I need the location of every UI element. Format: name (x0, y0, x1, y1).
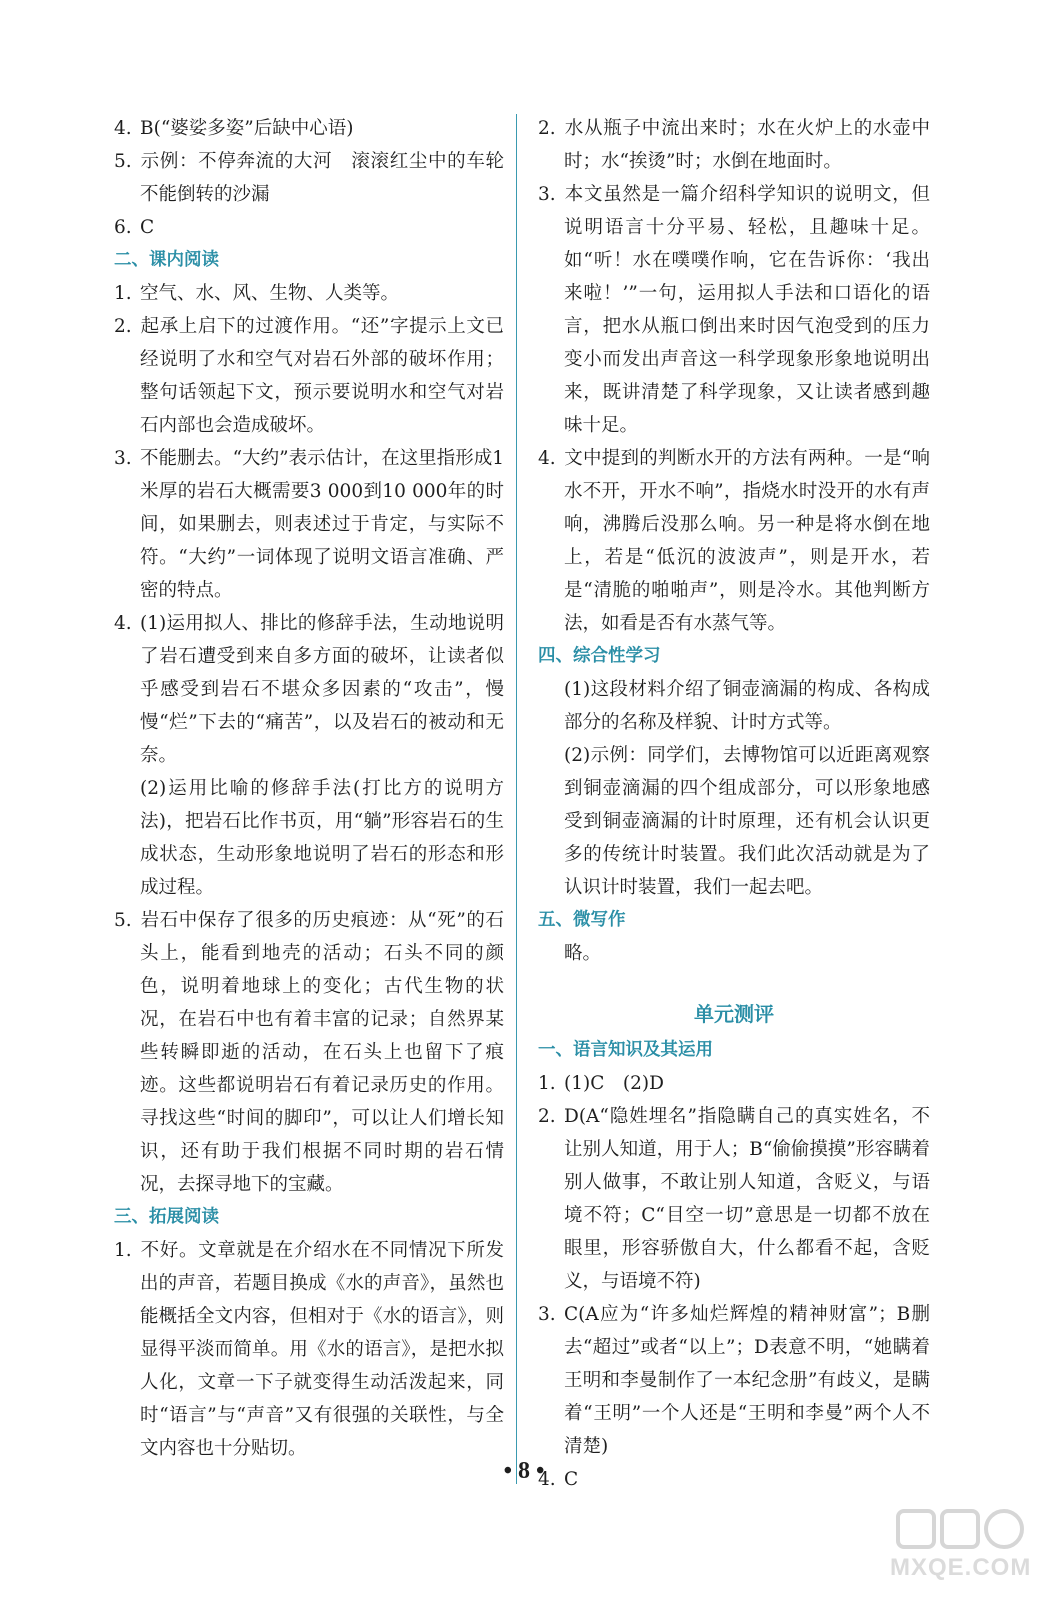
item-number: 2. (538, 118, 556, 139)
answer-item (538, 112, 930, 178)
item-number: 5. (114, 910, 132, 931)
item-number: 1. (114, 1240, 132, 1261)
item-text: D(A“隐姓埋名”指隐瞒自己的真实姓名，不让别人知道，用于人；B“偷偷摸摸”形容瞒着别人做事，不敢让别人知道，含贬义，与语境不符；C“目空一切”意思是一切都不放在眼里，形容骄傲自大，什么都看不起，含贬义，与语境不符) (564, 1106, 930, 1292)
answer-subitem: 略。 (564, 943, 602, 964)
item-number: 2. (538, 1106, 556, 1127)
item-text: C(A应为“许多灿烂辉煌的精神财富”；B删去“超过”或者“以上”；D表意不明，“她瞒着王明和李曼制作了一本纪念册”有歧义，是瞒着“王明”一个人还是“王明和李曼”两个人不清楚) (564, 1304, 930, 1457)
answer-item (538, 1100, 930, 1298)
left-column (114, 112, 504, 1465)
answer-item (114, 310, 504, 442)
section-heading-extended-reading: 三、拓展阅读 (114, 1207, 219, 1227)
section-heading-comprehensive-learning: 四、综合性学习 (538, 646, 661, 666)
unit-test-title: 单元测评 (694, 1002, 774, 1026)
column-divider (516, 114, 517, 1484)
item-number: 3. (114, 448, 132, 469)
item-text: (1)C (2)D (564, 1073, 664, 1094)
item-text: 起承上启下的过渡作用。“还”字提示上文已经说明了水和空气对岩石外部的破坏作用；整句话领起下文，预示要说明水和空气对岩石内部也会造成破坏。 (140, 316, 504, 436)
item-text: C (564, 1469, 579, 1490)
item-text: C (140, 217, 155, 238)
item-number: 5. (114, 151, 132, 172)
answer-subitem: (2)运用比喻的修辞手法(打比方的说明方法)，把岩石比作书页，用“躺”形容岩石的生成状态，生动形象地说明了岩石的形态和形成过程。 (140, 778, 504, 898)
item-text: 岩石中保存了很多的历史痕迹：从“死”的石头上，能看到地壳的活动；石头不同的颜色，说明着地球上的变化；古代生物的状况，在岩石中也有着丰富的记录；自然界某些转瞬即逝的活动，在石头上也留下了痕迹。这些都说明岩石有着记录历史的作用。寻找这些“时间的脚印”，可以让人们增长知识，还有助于我们根据不同时期的岩石情况，去探寻地下的宝藏。 (140, 910, 504, 1195)
item-text: 本文虽然是一篇介绍科学知识的说明文，但说明语言十分平易、轻松，且趣味十足。如“听！水在噗噗作响，它在告诉你：‘我出来啦！’”一句，运用拟人手法和口语化的语言，把水从瓶口倒出来时因气泡受到的压力变小而发出声音这一科学现象形象地说明出来，既讲清楚了科学现象，又让读者感到趣味十足。 (564, 184, 930, 436)
item-text: 空气、水、风、生物、人类等。 (140, 283, 400, 304)
item-text: (1)运用拟人、排比的修辞手法，生动地说明了岩石遭受到来自多方面的破坏，让读者似乎感受到岩石不堪众多因素的“攻击”，慢慢“烂”下去的“痛苦”，以及岩石的被动和无奈。 (140, 613, 504, 766)
item-text: 不能删去。“大约”表示估计，在这里指形成1米厚的岩石大概需要3 000到10 000年的时间，如果删去，则表述过于肯定，与实际不符。“大约”一词体现了说明文语言准确、严密的特点。 (140, 448, 504, 601)
watermark-logo (890, 1505, 1030, 1585)
item-number: 4. (538, 448, 556, 469)
answer-item (114, 442, 504, 607)
item-number: 4. (538, 1469, 556, 1490)
section-heading-micro-writing: 五、微写作 (538, 910, 626, 930)
item-text: 不好。文章就是在介绍水在不同情况下所发出的声音，若题目换成《水的声音》，虽然也能概括全文内容，但相对于《水的语言》，则显得平淡而简单。用《水的语言》，是把水拟人化，文章一下子就变得生动活泼起来，同时“语言”与“声音”又有很强的关联性，与全文内容也十分贴切。 (140, 1240, 504, 1459)
item-number: 3. (538, 1304, 556, 1325)
item-number: 4. (114, 613, 132, 634)
page-number: • 8 • (503, 1458, 545, 1484)
section-heading-in-class-reading: 二、课内阅读 (114, 250, 219, 270)
answer-subitem: (1)这段材料介绍了铜壶滴漏的构成、各构成部分的名称及样貌、计时方式等。 (564, 679, 930, 733)
answer-item (538, 1067, 930, 1100)
item-text: 文中提到的判断水开的方法有两种。一是“响水不开，开水不响”，指烧水时没开的水有声响，沸腾后没那么响。另一种是将水倒在地上，若是“低沉的波波声”，则是开水，若是“清脆的啪啪声”，则是冷水。其他判断方法，如看是否有水蒸气等。 (564, 448, 930, 634)
item-number: 4. (114, 118, 132, 139)
watermark-text: MXQE.COM (890, 1554, 1032, 1581)
answer-item (114, 904, 504, 1201)
answer-item (538, 178, 930, 442)
item-number: 1. (538, 1073, 556, 1094)
answer-item (114, 277, 504, 310)
section-heading-language-knowledge: 一、语言知识及其运用 (538, 1040, 713, 1060)
answer-item (538, 442, 930, 640)
answer-item (114, 145, 504, 211)
answer-item (114, 112, 504, 145)
item-text: B(“婆娑多姿”后缺中心语) (140, 118, 354, 139)
item-text: 水从瓶子中流出来时；水在火炉上的水壶中时；水“挨烫”时；水倒在地面时。 (564, 118, 930, 172)
item-number: 6. (114, 217, 132, 238)
answer-item (114, 607, 504, 772)
watermark-icon (890, 1505, 1030, 1555)
answer-item (538, 1298, 930, 1463)
item-number: 3. (538, 184, 556, 205)
answer-item (114, 1234, 504, 1465)
answer-subitem: (2)示例：同学们，去博物馆可以近距离观察到铜壶滴漏的四个组成部分，可以形象地感受到铜壶滴漏的计时原理，还有机会认识更多的传统计时装置。我们此次活动就是为了认识计时装置，我们一起去吧。 (564, 745, 930, 898)
item-number: 2. (114, 316, 132, 337)
item-number: 1. (114, 283, 132, 304)
answer-item (114, 211, 504, 244)
right-column (538, 112, 930, 1496)
item-text: 示例：不停奔流的大河 滚滚红尘中的车轮不能倒转的沙漏 (140, 151, 504, 205)
